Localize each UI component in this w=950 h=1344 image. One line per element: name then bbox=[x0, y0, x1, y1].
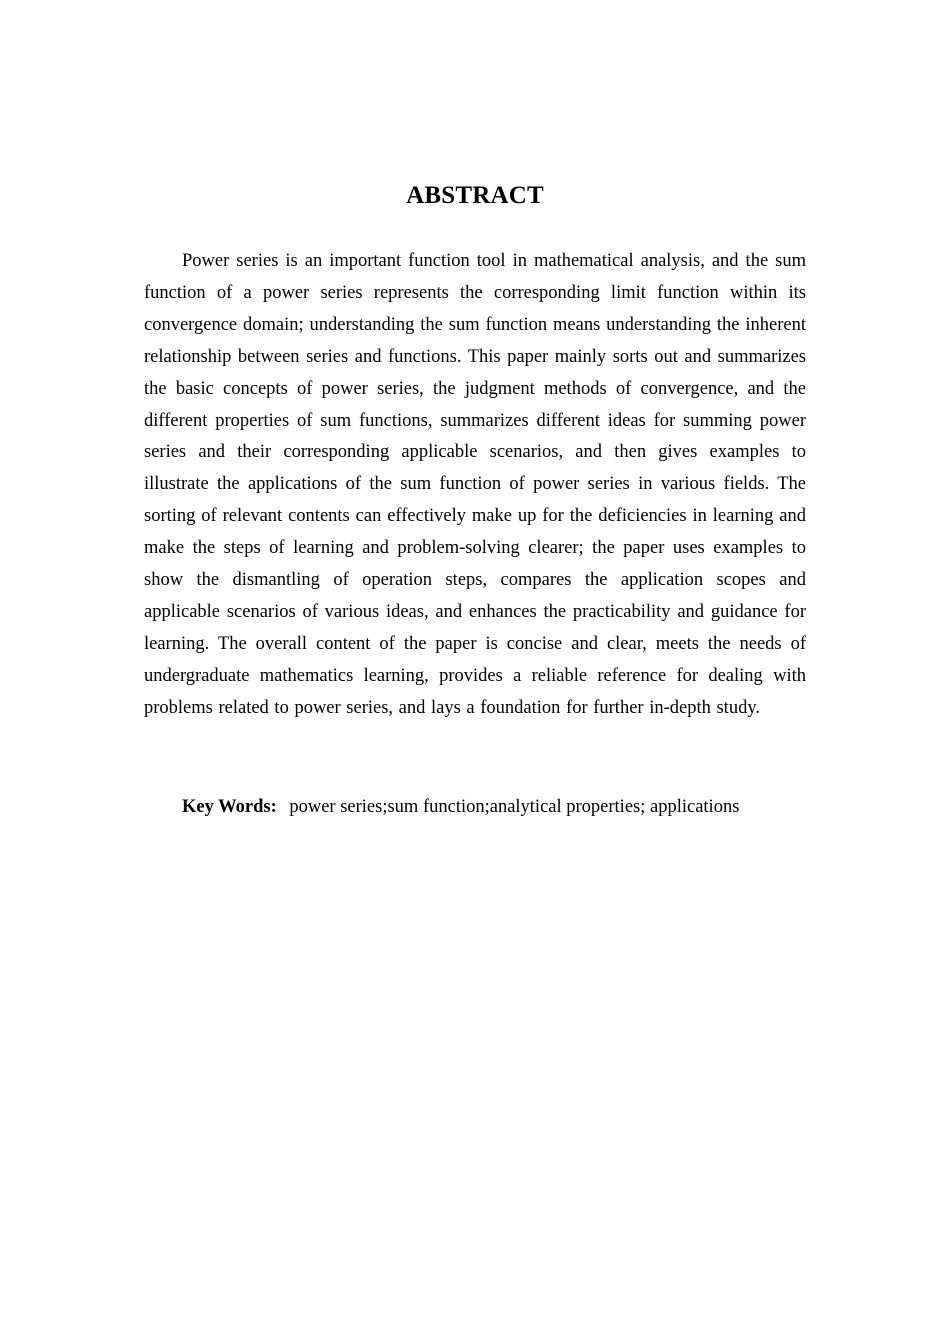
keywords-label: Key Words: bbox=[182, 797, 277, 817]
keywords-line bbox=[182, 791, 822, 823]
abstract-title: ABSTRACT bbox=[406, 182, 544, 209]
abstract-paragraph: Power series is an important function tool in mathematical analysis, and the sum function of a power series represents the corresponding limit function within its convergence domain; understanding the sum function means understanding the inherent relationship between series and functions. This paper mainly sorts out and summarizes the basic concepts of power series, the judgment methods of convergence, and the different properties of sum functions, summarizes different ideas for summing power series and their corresponding applicable scenarios, and then gives examples to illustrate the applications of the sum function of power series in various fields. The sorting of relevant contents can effectively make up for the deficiencies in learning and make the steps of learning and problem-solving clearer; the paper uses examples to show the dismantling of operation steps, compares the application scopes and applicable scenarios of various ideas, and enhances the practicability and guidance for learning. The overall content of the paper is concise and clear, meets the needs of undergraduate mathematics learning, provides a reliable reference for dealing with problems related to power series, and lays a foundation for further in-depth study. bbox=[144, 251, 806, 718]
keywords-list: power series;sum function;analytical properties; applications bbox=[289, 797, 740, 817]
